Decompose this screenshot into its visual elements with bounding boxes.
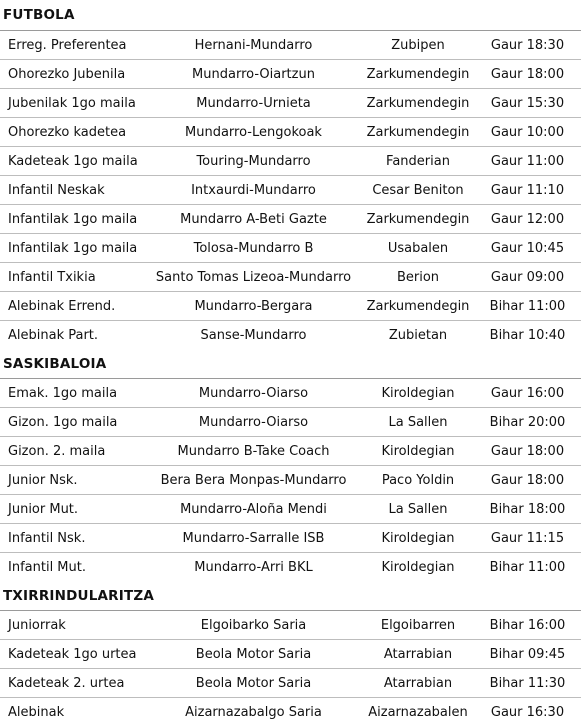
venue-cell: La Sallen (388, 414, 448, 430)
time-cell: Bihar 09:45 (489, 646, 566, 662)
match-cell: Bera Bera Monpas-Mundarro (160, 472, 347, 488)
table-row (0, 379, 581, 408)
venue-cell: Usabalen (387, 240, 449, 256)
venue-cell: Elgoibarren (380, 617, 456, 633)
match-cell: Mundarro-Sarralle ISB (182, 530, 325, 546)
time-cell: Gaur 16:00 (490, 385, 565, 401)
venue-cell: Zarkumendegin (366, 95, 470, 111)
section-futbola (0, 0, 581, 349)
table-row (0, 205, 581, 234)
time-cell: Gaur 16:30 (490, 704, 565, 720)
match-cell: Mundarro-Arri BKL (194, 559, 313, 575)
category-cell: Alebinak Part. (8, 327, 99, 343)
match-cell: Mundarro A-Beti Gazte (180, 211, 327, 227)
table-row (0, 60, 581, 89)
table-row (0, 495, 581, 524)
time-cell: Gaur 11:10 (490, 182, 565, 198)
venue-cell: Zarkumendegin (366, 66, 470, 82)
time-cell: Gaur 11:15 (490, 530, 565, 546)
venue-cell: Zubipen (391, 37, 445, 53)
time-cell: Gaur 18:00 (490, 66, 565, 82)
time-cell: Gaur 11:00 (490, 153, 565, 169)
category-cell: Ohorezko kadetea (8, 124, 127, 140)
category-cell: Infantil Txikia (8, 269, 96, 285)
category-cell: Infantilak 1go maila (8, 211, 138, 227)
venue-cell: Atarrabian (383, 646, 453, 662)
venue-cell: Kiroldegian (381, 530, 455, 546)
table-row (0, 118, 581, 147)
category-cell: Jubenilak 1go maila (8, 95, 136, 111)
match-cell: Mundarro-Oiartzun (192, 66, 315, 82)
table-row (0, 437, 581, 466)
venue-cell: Cesar Beniton (372, 182, 464, 198)
match-cell: Mundarro-Urnieta (196, 95, 311, 111)
match-cell: Santo Tomas Lizeoa-Mundarro (155, 269, 352, 285)
match-cell: Aizarnazabalgo Saria (185, 704, 322, 720)
table-row (0, 669, 581, 698)
match-cell: Beola Motor Saria (195, 646, 312, 662)
venue-cell: Kiroldegian (381, 385, 455, 401)
table-row (0, 466, 581, 495)
category-cell: Alebinak Errend. (8, 298, 116, 314)
match-cell: Tolosa-Mundarro B (193, 240, 314, 256)
time-cell: Bihar 10:40 (489, 327, 566, 343)
time-cell: Gaur 15:30 (490, 95, 565, 111)
time-cell: Bihar 16:00 (489, 617, 566, 633)
venue-cell: Zarkumendegin (366, 124, 470, 140)
table-row (0, 176, 581, 205)
table-row (0, 234, 581, 263)
venue-cell: La Sallen (388, 501, 448, 517)
section-title: FUTBOLA (3, 7, 75, 23)
match-cell: Mundarro-Lengokoak (185, 124, 322, 140)
section-txirrindularitza (0, 581, 581, 726)
match-cell: Mundarro-Aloña Mendi (180, 501, 327, 517)
category-cell: Emak. 1go maila (8, 385, 118, 401)
venue-cell: Aizarnazabalen (368, 704, 468, 720)
time-cell: Gaur 18:00 (490, 472, 565, 488)
venue-cell: Zubietan (388, 327, 448, 343)
category-cell: Infantil Nsk. (8, 530, 86, 546)
venue-cell: Kiroldegian (381, 443, 455, 459)
venue-cell: Zarkumendegin (366, 211, 470, 227)
category-cell: Erreg. Preferentea (8, 37, 127, 53)
time-cell: Gaur 10:45 (490, 240, 565, 256)
time-cell: Bihar 20:00 (489, 414, 566, 430)
venue-cell: Atarrabian (383, 675, 453, 691)
table-row (0, 524, 581, 553)
category-cell: Juniorrak (8, 617, 66, 633)
category-cell: Kadeteak 1go urtea (8, 646, 137, 662)
table-row (0, 263, 581, 292)
time-cell: Bihar 11:00 (489, 559, 566, 575)
match-cell: Intxaurdi-Mundarro (191, 182, 316, 198)
category-cell: Kadeteak 2. urtea (8, 675, 125, 691)
table-row (0, 321, 581, 349)
venue-cell: Kiroldegian (381, 559, 455, 575)
category-cell: Gizon. 1go maila (8, 414, 118, 430)
time-cell: Gaur 12:00 (490, 211, 565, 227)
time-cell: Bihar 18:00 (489, 501, 566, 517)
time-cell: Gaur 10:00 (490, 124, 565, 140)
match-cell: Mundarro-Oiarso (198, 385, 309, 401)
section-title: SASKIBALOIA (3, 355, 107, 372)
category-cell: Ohorezko Jubenila (8, 66, 126, 82)
category-cell: Gizon. 2. maila (8, 443, 106, 459)
table-row (0, 408, 581, 437)
category-cell: Infantilak 1go maila (8, 240, 138, 256)
table-row (0, 147, 581, 176)
time-cell: Bihar 11:00 (489, 298, 566, 314)
section-title: TXIRRINDULARITZA (3, 587, 155, 604)
match-cell: Mundarro-Bergara (194, 298, 313, 314)
category-cell: Infantil Neskak (8, 182, 105, 198)
category-cell: Kadeteak 1go maila (8, 153, 138, 169)
match-cell: Hernani-Mundarro (194, 37, 313, 53)
table-row (0, 89, 581, 118)
time-cell: Gaur 18:30 (490, 37, 565, 53)
match-cell: Mundarro-Oiarso (198, 414, 309, 430)
category-cell: Junior Nsk. (8, 472, 78, 488)
schedule-table (0, 30, 581, 349)
table-row (0, 611, 581, 640)
category-cell: Alebinak (8, 704, 65, 720)
time-cell: Gaur 09:00 (490, 269, 565, 285)
venue-cell: Zarkumendegin (366, 298, 470, 314)
match-cell: Mundarro B-Take Coach (177, 443, 330, 459)
venue-cell: Paco Yoldin (381, 472, 455, 488)
table-row (0, 553, 581, 581)
time-cell: Gaur 18:00 (490, 443, 565, 459)
venue-cell: Fanderian (386, 153, 450, 169)
match-cell: Sanse-Mundarro (200, 327, 307, 343)
match-cell: Touring-Mundarro (196, 153, 311, 169)
table-row (0, 640, 581, 669)
schedule-table (0, 378, 581, 581)
section-saskibaloia (0, 349, 581, 581)
schedule-table (0, 610, 581, 726)
category-cell: Junior Mut. (8, 501, 79, 517)
venue-cell: Berion (396, 269, 440, 285)
table-row (0, 292, 581, 321)
category-cell: Infantil Mut. (8, 559, 86, 575)
time-cell: Bihar 11:30 (489, 675, 566, 691)
match-cell: Elgoibarko Saria (200, 617, 307, 633)
table-row (0, 31, 581, 60)
match-cell: Beola Motor Saria (195, 675, 312, 691)
table-row (0, 698, 581, 726)
